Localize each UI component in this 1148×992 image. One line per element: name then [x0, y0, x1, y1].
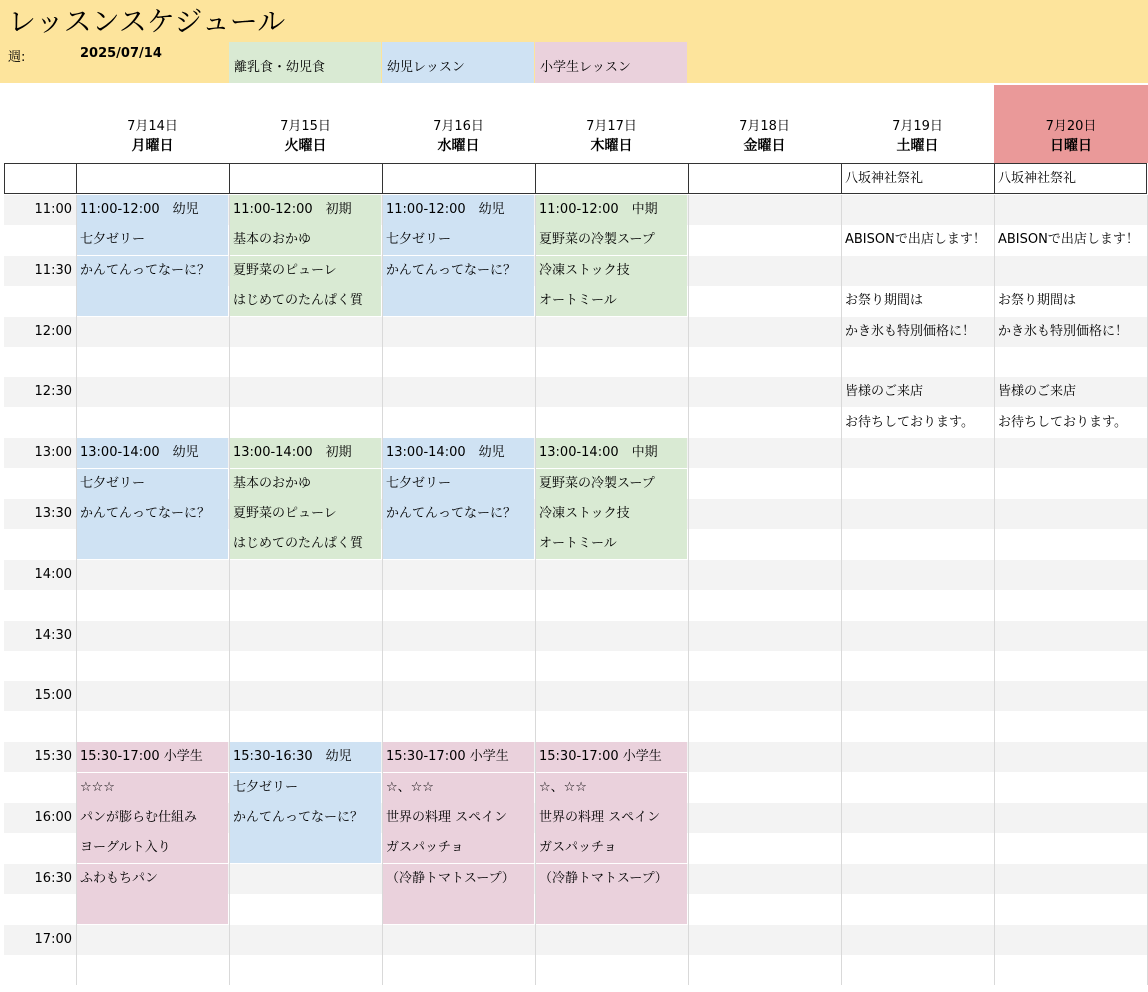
row-shade — [4, 560, 1148, 590]
schedule-cell[interactable]: 七夕ゼリー — [229, 773, 381, 803]
schedule-cell[interactable]: ヨーグルト入り — [76, 833, 228, 863]
schedule-cell[interactable] — [382, 529, 534, 559]
week-value[interactable]: 2025/07/14 — [80, 46, 162, 61]
time-label[interactable]: 12:00 — [34, 323, 72, 339]
day-header-1[interactable] — [229, 85, 382, 163]
time-label[interactable]: 13:30 — [34, 506, 72, 521]
schedule-cell[interactable] — [76, 894, 228, 924]
schedule-cell[interactable]: お祭り期間は — [998, 293, 1077, 309]
schedule-cell[interactable]: 基本のおかゆ — [229, 225, 381, 255]
time-label[interactable]: 13:00 — [34, 445, 72, 461]
schedule-cell[interactable]: ABISONで出店します！ — [998, 232, 1139, 248]
schedule-cell[interactable]: 冷凍ストック技 — [535, 499, 687, 529]
schedule-cell[interactable]: 15:30-17:00 小学生 — [535, 742, 687, 772]
time-label[interactable]: 16:00 — [34, 810, 72, 825]
schedule-cell[interactable]: かんてんってなーに？ — [76, 256, 228, 286]
week-label[interactable]: 週: — [8, 50, 26, 65]
schedule-cell[interactable]: 夏野菜のピューレ — [229, 499, 381, 529]
grid-line — [229, 195, 230, 985]
event-divider — [535, 163, 536, 194]
day-header-2[interactable] — [382, 85, 535, 163]
schedule-cell[interactable]: 冷凍ストック技 — [535, 256, 687, 286]
schedule-cell[interactable]: かんてんってなーに？ — [76, 499, 228, 529]
day-weekday: 金曜日 — [743, 138, 786, 154]
schedule-cell[interactable]: 11:00-12:00 幼児 — [76, 195, 228, 225]
schedule-cell[interactable]: かき氷も特別価格に！ — [845, 323, 976, 339]
schedule-cell[interactable]: ABISONで出店します！ — [845, 232, 986, 248]
schedule-cell[interactable]: ふわもちパン — [76, 864, 228, 894]
event-cell[interactable] — [688, 164, 841, 194]
legend-elementary[interactable]: 小学生レッスン — [535, 42, 687, 83]
day-header-0[interactable] — [76, 85, 229, 163]
schedule-cell[interactable]: 11:00-12:00 中期 — [535, 195, 687, 225]
event-divider — [841, 163, 842, 194]
time-label[interactable]: 14:00 — [34, 566, 72, 582]
schedule-cell[interactable]: 夏野菜のピューレ — [229, 256, 381, 286]
schedule-cell[interactable]: 11:00-12:00 初期 — [229, 195, 381, 225]
schedule-cell[interactable] — [382, 894, 534, 924]
grid-line — [535, 195, 536, 985]
event-cell[interactable]: 八坂神社祭礼 — [998, 171, 1077, 186]
schedule-cell[interactable]: 皆様のご来店 — [845, 384, 924, 400]
schedule-cell[interactable]: 15:30-17:00 小学生 — [76, 742, 228, 772]
time-label[interactable]: 17:00 — [34, 931, 72, 947]
event-divider — [76, 163, 77, 194]
schedule-cell[interactable] — [535, 894, 687, 924]
schedule-cell[interactable]: 15:30-16:30 幼児 — [229, 742, 381, 772]
schedule-cell[interactable]: はじめてのたんぱく質 — [229, 286, 381, 316]
day-weekday: 日曜日 — [1050, 138, 1092, 154]
event-divider — [229, 163, 230, 194]
schedule-cell[interactable]: （冷静トマトスープ） — [382, 864, 534, 894]
schedule-cell[interactable] — [76, 529, 228, 559]
schedule-cell[interactable]: ☆☆☆ — [76, 773, 228, 803]
time-label[interactable]: 15:00 — [34, 688, 72, 704]
schedule-cell[interactable]: 13:00-14:00 幼児 — [382, 438, 534, 468]
event-cell[interactable] — [76, 164, 229, 194]
day-date: 7月20日 — [1045, 119, 1097, 134]
time-label[interactable]: 16:30 — [34, 870, 72, 886]
schedule-cell[interactable]: 13:00-14:00 幼児 — [76, 438, 228, 468]
schedule-cell[interactable]: 13:00-14:00 中期 — [535, 438, 687, 468]
event-divider — [382, 163, 383, 194]
day-weekday: 水曜日 — [437, 138, 480, 154]
schedule-cell[interactable]: かんてんってなーに？ — [229, 803, 381, 833]
schedule-cell[interactable]: オートミール — [535, 286, 687, 316]
day-header-3[interactable] — [535, 85, 688, 163]
day-date: 7月15日 — [280, 119, 331, 134]
schedule-cell[interactable]: かんてんってなーに？ — [382, 499, 534, 529]
time-label[interactable]: 12:30 — [34, 384, 72, 400]
day-date: 7月16日 — [433, 119, 484, 134]
day-date: 7月14日 — [127, 119, 178, 134]
schedule-cell[interactable]: ☆、☆☆ — [382, 773, 534, 803]
day-date: 7月17日 — [586, 119, 637, 134]
grid-line — [688, 195, 689, 985]
row-shade — [4, 925, 1148, 955]
day-weekday: 火曜日 — [284, 138, 327, 154]
schedule-cell[interactable]: お待ちしております。 — [845, 414, 974, 430]
schedule-cell[interactable]: 七夕ゼリー — [76, 469, 228, 499]
schedule-cell[interactable]: お待ちしております。 — [998, 414, 1127, 430]
schedule-cell[interactable]: ガスパッチョ — [535, 833, 687, 863]
row-shade — [4, 621, 1148, 651]
schedule-cell[interactable] — [229, 833, 381, 863]
time-label[interactable]: 11:00 — [34, 202, 72, 217]
schedule-cell[interactable]: 世界の料理 スペイン — [535, 803, 687, 833]
grid-line — [382, 195, 383, 985]
schedule-cell[interactable]: （冷静トマトスープ） — [535, 864, 687, 894]
grid-line — [994, 195, 995, 985]
event-cell[interactable] — [382, 164, 535, 194]
schedule-cell[interactable]: 夏野菜の冷製スープ — [535, 469, 687, 499]
schedule-cell[interactable]: 七夕ゼリー — [382, 225, 534, 255]
schedule-cell[interactable]: 七夕ゼリー — [382, 469, 534, 499]
schedule-cell[interactable]: パンが膨らむ仕組み — [76, 803, 228, 833]
schedule-cell[interactable]: 基本のおかゆ — [229, 469, 381, 499]
day-date: 7月19日 — [892, 119, 943, 134]
day-weekday: 月曜日 — [131, 138, 174, 154]
day-weekday: 土曜日 — [896, 138, 939, 154]
event-divider — [688, 163, 689, 194]
legend-toddler[interactable]: 幼児レッスン — [382, 42, 534, 83]
schedule-cell[interactable]: 13:00-14:00 初期 — [229, 438, 381, 468]
schedule-cell[interactable]: ☆、☆☆ — [535, 773, 687, 803]
event-cell[interactable] — [535, 164, 688, 194]
event-cell[interactable] — [229, 164, 382, 194]
schedule-cell[interactable]: 世界の料理 スペイン — [382, 803, 534, 833]
schedule-cell[interactable]: 夏野菜の冷製スープ — [535, 225, 687, 255]
schedule-cell[interactable]: 七夕ゼリー — [76, 225, 228, 255]
event-cell[interactable]: 八坂神社祭礼 — [845, 171, 924, 186]
schedule-cell[interactable]: ガスパッチョ — [382, 833, 534, 863]
grid-line — [841, 195, 842, 985]
day-header-5[interactable] — [841, 85, 994, 163]
schedule-cell[interactable]: 11:00-12:00 幼児 — [382, 195, 534, 225]
legend-weaning[interactable]: 離乳食・幼児食 — [229, 42, 381, 83]
schedule-cell[interactable]: かんてんってなーに？ — [382, 256, 534, 286]
time-label[interactable]: 11:30 — [34, 262, 72, 278]
day-weekday: 木曜日 — [590, 138, 633, 154]
schedule-cell[interactable]: かき氷も特別価格に！ — [998, 323, 1129, 339]
grid-line — [76, 195, 77, 985]
schedule-cell[interactable]: 15:30-17:00 小学生 — [382, 742, 534, 772]
page-title[interactable]: レッスンスケジュール — [8, 5, 286, 38]
day-header-4[interactable] — [688, 85, 841, 163]
schedule-cell[interactable]: お祭り期間は — [845, 293, 924, 309]
schedule-cell[interactable] — [382, 286, 534, 316]
schedule-cell[interactable]: はじめてのたんぱく質 — [229, 529, 381, 559]
event-divider — [994, 163, 995, 194]
day-date: 7月18日 — [739, 119, 790, 134]
time-label[interactable]: 14:30 — [34, 627, 72, 643]
schedule-cell[interactable]: 皆様のご来店 — [998, 384, 1077, 400]
row-shade — [4, 681, 1148, 711]
schedule-cell[interactable] — [76, 286, 228, 316]
day-header-6[interactable] — [994, 85, 1148, 163]
time-label[interactable]: 15:30 — [34, 749, 72, 765]
schedule-cell[interactable]: オートミール — [535, 529, 687, 559]
